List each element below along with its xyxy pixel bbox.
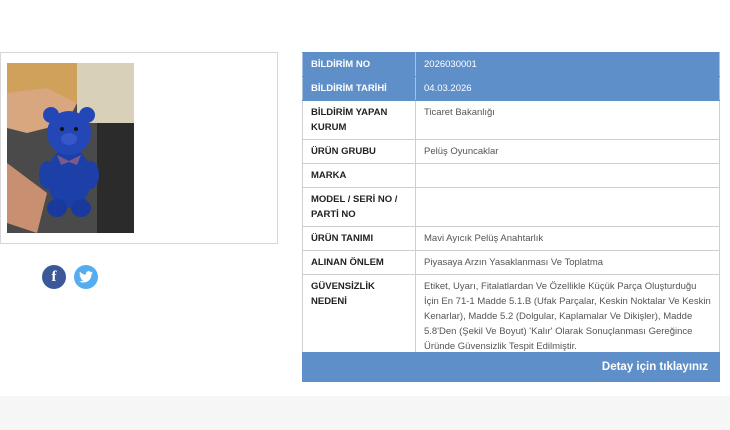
row-value: Pelüş Oyuncaklar xyxy=(416,140,720,164)
row-value xyxy=(416,188,720,227)
row-label: ALINAN ÖNLEM xyxy=(303,251,416,275)
row-label: GÜVENSİZLİK NEDENİ xyxy=(303,275,416,359)
row-value xyxy=(416,164,720,188)
row-brand xyxy=(303,164,720,188)
product-photo[interactable] xyxy=(7,63,134,233)
row-notification-date xyxy=(303,77,720,101)
row-value: Piyasaya Arzın Yasaklanması Ve Toplatma xyxy=(416,251,720,275)
row-value: Ticaret Bakanlığı xyxy=(416,101,720,140)
twitter-bird-icon xyxy=(79,271,93,283)
product-image-card xyxy=(0,52,278,244)
row-value: 04.03.2026 xyxy=(416,77,720,101)
row-label: MODEL / SERİ NO / PARTİ NO xyxy=(303,188,416,227)
details-link-button[interactable]: Detay için tıklayınız xyxy=(302,352,720,382)
row-product-group xyxy=(303,140,720,164)
row-value: 2026030001 xyxy=(416,53,720,77)
row-product-description xyxy=(303,227,720,251)
blue-teddy-bear-photo xyxy=(7,63,134,233)
twitter-share-icon[interactable] xyxy=(74,265,98,289)
row-reporting-institution xyxy=(303,101,720,140)
row-value: Mavi Ayıcık Pelüş Anahtarlık xyxy=(416,227,720,251)
row-unsafety-reason xyxy=(303,275,720,359)
row-value: Etiket, Uyarı, Fitalatlardan Ve Özellikle Küçük Parça Oluşturduğu İçin En 71-1 Madde 5.1.B (Ufak Parçalar, Keskin Noktalar Ve Keskin Kenarlar), Madde 5.2 (Dolgular, Kaplamalar Ve Dikişler), Madde 5.8'Den (Şekil Ve Boyut) 'Kalır' Olarak Sonuçlanması Gereğince Üründe Güvensizlik Tespit Edilmiştir. xyxy=(416,275,720,359)
row-label: BİLDİRİM NO xyxy=(303,53,416,77)
row-label: BİLDİRİM TARİHİ xyxy=(303,77,416,101)
facebook-share-icon[interactable]: f xyxy=(42,265,66,289)
row-label: ÜRÜN GRUBU xyxy=(303,140,416,164)
row-label: ÜRÜN TANIMI xyxy=(303,227,416,251)
row-label: BİLDİRİM YAPAN KURUM xyxy=(303,101,416,140)
row-label: MARKA xyxy=(303,164,416,188)
notification-details-table xyxy=(302,52,720,359)
row-model-serial-batch xyxy=(303,188,720,227)
row-measure-taken xyxy=(303,251,720,275)
row-notification-no xyxy=(303,53,720,77)
